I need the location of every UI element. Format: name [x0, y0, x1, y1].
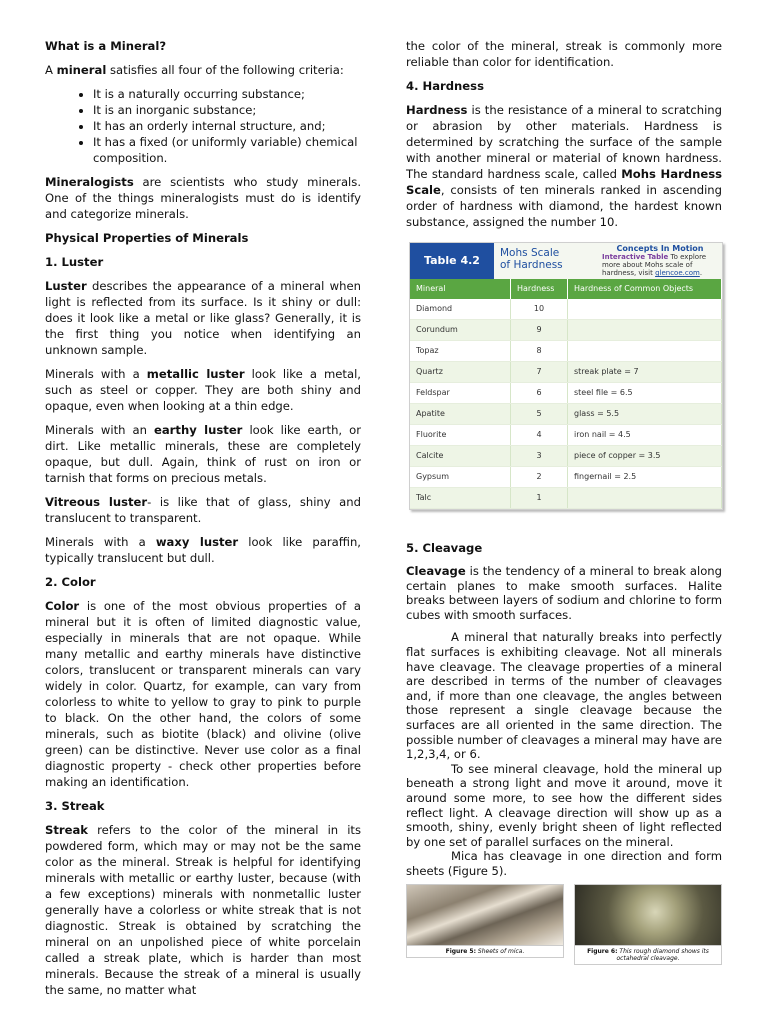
cell-mineral: Gypsum — [410, 467, 511, 488]
cell-mineral: Topaz — [410, 341, 511, 362]
table-row — [410, 446, 722, 467]
concepts-in-motion-logo: Concepts In Motion — [616, 244, 704, 253]
metallic-paragraph: Minerals with a metallic luster look like a metal, such as steel or copper. They are both shiny and opaque, even when looking at a thin edge. — [45, 367, 361, 413]
hardness-paragraph: Hardness is the resistance of a mineral to scratching or abrasion by other materials. Hardness is determined by scratching the surface of the sample with another mineral or material of known hardness. The standard hardness scale, called Mohs Hardness Scale, consists of ten minerals ranked in ascending order of hardness with diamond, the hardest known substance, assigned the number 10. — [406, 103, 723, 229]
table-row — [410, 467, 722, 488]
figure-5 — [406, 884, 564, 965]
figure-6-caption: Figure 6: This rough diamond shows its octahedral cleavage. — [574, 946, 722, 965]
column-header: Hardness of Common Objects — [568, 279, 722, 299]
cell-mineral: Feldspar — [410, 383, 511, 404]
color-paragraph: Color is one of the most obvious properties of a mineral but it is often of limited diagnostic value, especially in minerals that are not opaque. While many metallic and earthy minerals have distinctive colors, translucent or transparent minerals can vary widely in color. Quartz, for example, can vary from colorless to white to yellow to gray to pink to purple to black. On the other hand, the colors of some minerals, such as biotite (black) and olivine (olive green) can be distinctive. Never use color as a final diagnostic property - check other properties before making an identification. — [45, 599, 361, 789]
column-header: Mineral — [410, 279, 511, 299]
figure-5-caption: Figure 5: Sheets of mica. — [406, 946, 564, 958]
cell-mineral: Diamond — [410, 299, 511, 320]
cleavage-paragraph-2: A mineral that naturally breaks into perfectly flat surfaces is exhibiting cleavage. Not all minerals have cleavage. The cleavage properties of a mineral are described in terms of the number of cleavages and, if more than one cleavage, the angles between those represent a single cleavage because the surfaces are all oriented in the same direction. The possible number of cleavages a mineral may have are 1,2,3,4, or 6. — [406, 630, 722, 762]
cell-mineral: Quartz — [410, 362, 511, 383]
cell-hardness: 8 — [511, 341, 568, 362]
table-row — [410, 425, 722, 446]
table-row — [410, 383, 722, 404]
page-title: What is a Mineral? — [45, 39, 167, 53]
cell-object — [568, 341, 722, 362]
section-heading: 2. Color — [45, 575, 96, 589]
table-row — [410, 362, 722, 383]
cell-mineral: Talc — [410, 488, 511, 509]
cell-mineral: Apatite — [410, 404, 511, 425]
section-heading: Physical Properties of Minerals — [45, 231, 249, 245]
cleavage-paragraph-4: Mica has cleavage in one direction and form sheets (Figure 5). — [406, 849, 722, 878]
diamond-photo — [574, 884, 722, 946]
cleavage-section — [406, 564, 722, 878]
cell-object: fingernail = 2.5 — [568, 467, 722, 488]
figures-row — [406, 884, 722, 965]
cleavage-paragraph-3: To see mineral cleavage, hold the mineral up beneath a strong light and move it around, move it around some more, to see how the different sides reflect light. A cleavage direction will show up as a smooth, shiny, evenly bright sheen of light reflected by one set of parallel surfaces on the mineral. — [406, 761, 722, 849]
streak-paragraph: Streak refers to the color of the mineral in its powdered form, which may or may not be the same color as the mineral. Streak is helpful for identifying minerals with metallic or earthy luster, because (with a few exceptions) minerals with nonmetallic luster generally have a colorless or white streak that is not diagnostic. Streak is obtained by scratching the mineral on an unpolished piece of white porcelain called a streak plate, which is harder than most minerals. Because the streak of a mineral is usually the same, no matter what — [45, 823, 361, 997]
cleavage-paragraph: Cleavage is the tendency of a mineral to break along certain planes to make smooth surfaces. Halite breaks between layers of sodium and chlorine to form cubes with smooth surfaces. — [406, 564, 722, 622]
figure-6 — [574, 884, 722, 965]
list-item: • It has an orderly internal structure, and; — [93, 118, 361, 134]
section-heading: 3. Streak — [45, 799, 105, 813]
cell-object: iron nail = 4.5 — [568, 425, 722, 446]
cell-object: piece of copper = 3.5 — [568, 446, 722, 467]
waxy-paragraph: Minerals with a waxy luster look like paraffin, typically translucent but dull. — [45, 535, 361, 565]
cell-hardness: 1 — [511, 488, 568, 509]
mohs-table-figure — [409, 242, 723, 510]
cell-hardness: 9 — [511, 320, 568, 341]
cell-mineral: Fluorite — [410, 425, 511, 446]
list-item: • It is an inorganic substance; — [93, 102, 361, 118]
table-row — [410, 320, 722, 341]
section-heading: 4. Hardness — [406, 79, 484, 93]
cell-object — [568, 320, 722, 341]
cell-hardness: 2 — [511, 467, 568, 488]
cell-hardness: 6 — [511, 383, 568, 404]
table-row — [410, 404, 722, 425]
table-row — [410, 299, 722, 320]
intro-paragraph: A mineral satisfies all four of the following criteria: — [45, 63, 344, 77]
table-body — [410, 299, 722, 509]
cell-hardness: 4 — [511, 425, 568, 446]
right-column — [406, 38, 722, 965]
cell-object — [568, 299, 722, 320]
earthy-paragraph: Minerals with an earthy luster look like earth, or dirt. Like metallic minerals, these are completely opaque, but dull. Again, think of rust on iron or tarnish that forms on precious metals. — [45, 423, 361, 485]
interactive-note: Concepts In Motion Interactive Table To explore more about Mohs scale of hardness, visit glencoe.com. — [598, 243, 722, 279]
cell-object: glass = 5.5 — [568, 404, 722, 425]
cell-mineral: Corundum — [410, 320, 511, 341]
list-item: • It is a naturally occurring substance; — [93, 86, 361, 102]
table-header-band — [410, 243, 722, 279]
luster-paragraph: Luster describes the appearance of a mineral when light is reflected from its surface. Is it shiny or dull: does it look like a metal or like glass? Generally, it is the first thing you notice when identifying an unknown sample. — [45, 279, 361, 357]
cell-object: steel file = 6.5 — [568, 383, 722, 404]
table-row — [410, 341, 722, 362]
column-header: Hardness — [511, 279, 568, 299]
mica-photo — [406, 884, 564, 946]
table-tag: Table 4.2 — [410, 243, 494, 279]
section-heading: 1. Luster — [45, 255, 104, 269]
cell-hardness: 3 — [511, 446, 568, 467]
mineralogists-paragraph: Mineralogists are scientists who study minerals. One of the things mineralogists must do is identify and categorize minerals. — [45, 175, 361, 221]
section-heading: 5. Cleavage — [406, 541, 483, 555]
mohs-table — [410, 279, 722, 509]
list-item: • It has a fixed (or uniformly variable) chemical composition. — [93, 134, 361, 166]
cell-mineral: Calcite — [410, 446, 511, 467]
table-row — [410, 488, 722, 509]
cell-hardness: 10 — [511, 299, 568, 320]
criteria-list — [45, 86, 361, 166]
cell-object — [568, 488, 722, 509]
streak-continued: the color of the mineral, streak is commonly more reliable than color for identification. — [406, 39, 722, 69]
cell-hardness: 5 — [511, 404, 568, 425]
table-title: Mohs Scale of Hardness — [500, 247, 563, 271]
cell-hardness: 7 — [511, 362, 568, 383]
cell-object: streak plate = 7 — [568, 362, 722, 383]
glencoe-link[interactable]: glencoe.com — [655, 269, 700, 277]
left-column — [45, 38, 361, 1006]
vitreous-paragraph: Vitreous luster- is like that of glass, shiny and translucent to transparent. — [45, 495, 361, 525]
